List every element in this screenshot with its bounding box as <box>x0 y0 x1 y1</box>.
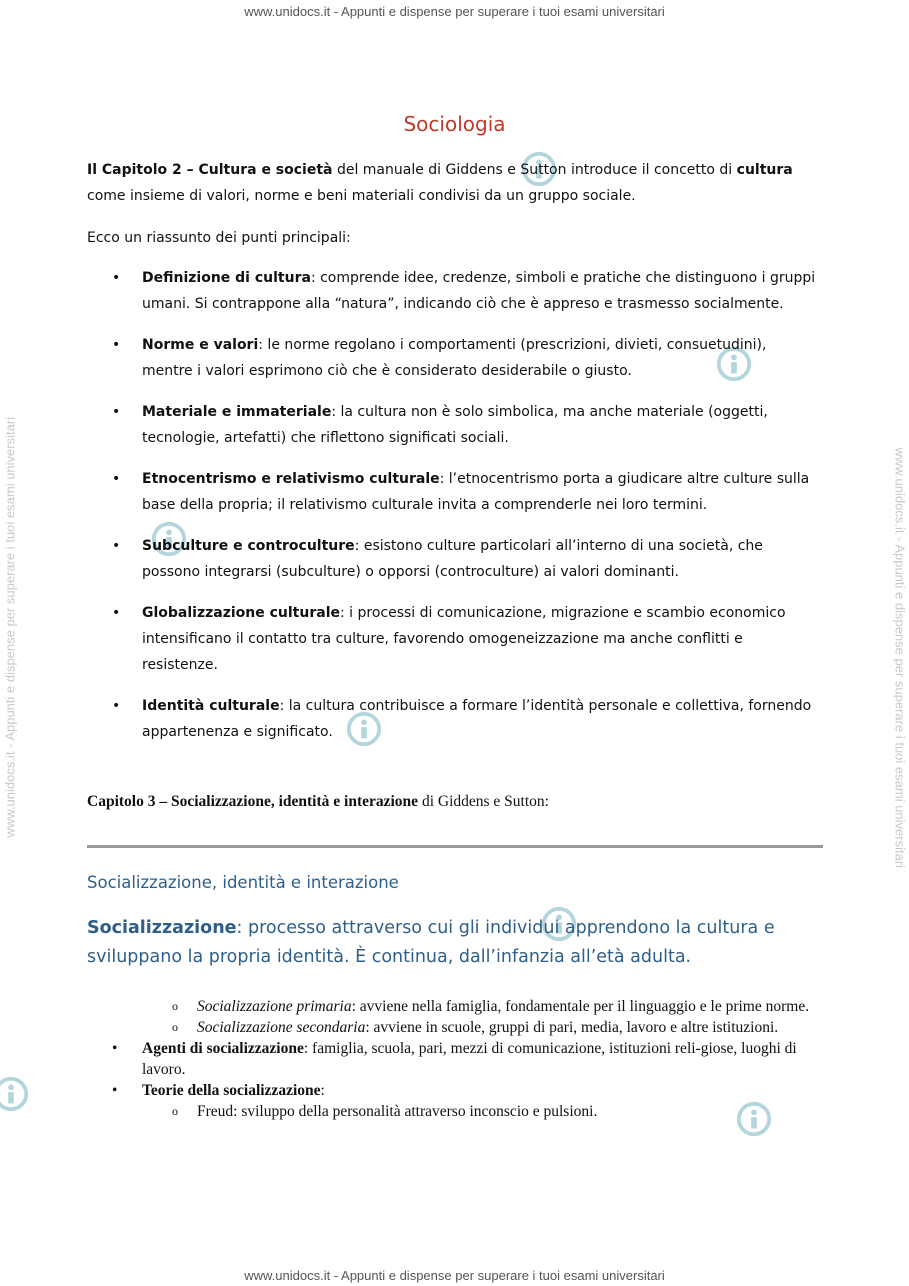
chapter3-intro <box>87 791 817 813</box>
list-item <box>87 265 817 317</box>
agenti-text: : famiglia, scuola, pari, mezzi di comunicazione, istituzioni reli-giose, luoghi di lavoro. <box>142 1040 797 1078</box>
list-item-term: Subculture e controculture <box>142 538 355 554</box>
sub-list-item <box>87 1017 827 1038</box>
sub-list-item <box>87 996 827 1017</box>
list-item <box>87 600 817 678</box>
socializzazione-term: Socializzazione <box>87 918 237 938</box>
list-item-text: : l’etnocentrismo porta a giudicare altre culture sulla base della propria; il relativismo culturale invita a comprenderle nei loro termini. <box>142 471 810 513</box>
bullet-icon: • <box>112 270 121 286</box>
bullet-icon: • <box>112 404 121 420</box>
socializzazione-text: : processo attraverso cui gli individui apprendono la cultura e sviluppano la propria identità. È continua, dall’infanzia all’età adulta. <box>87 918 775 967</box>
sub-bullet-icon: o <box>172 1104 178 1118</box>
sub-item-text: : avviene nella famiglia, fondamentale per il linguaggio e le prime norme. <box>351 998 810 1015</box>
sub-item-text: : avviene in scuole, gruppi di pari, media, lavoro e altre istituzioni. <box>365 1019 779 1036</box>
list-item-term: Materiale e immateriale <box>142 404 332 420</box>
list-item <box>87 1038 827 1080</box>
sub-bullet-icon: o <box>172 999 178 1013</box>
sub-bullet-icon: o <box>172 1020 178 1034</box>
list-item <box>87 466 817 518</box>
intro-bold-chapter: Il Capitolo 2 – Cultura e società <box>87 162 333 178</box>
list-item <box>87 1080 827 1101</box>
chapter3-text: di Giddens e Sutton: <box>418 793 549 810</box>
sub-item-text: Freud: sviluppo della personalità attraverso inconscio e pulsioni. <box>197 1103 598 1120</box>
sub-item-term: Socializzazione primaria <box>197 998 352 1015</box>
teorie-term: Teorie della socializzazione <box>142 1082 321 1099</box>
chapter3-bold: Capitolo 3 – Socializzazione, identità e interazione <box>87 793 419 810</box>
bullet-icon: • <box>112 698 121 714</box>
divider <box>87 845 823 848</box>
side-watermark-right: www.unidocs.it - Appunti e dispense per superare i tuoi esami universitari <box>892 447 908 869</box>
list-item-term: Globalizzazione culturale <box>142 605 340 621</box>
socializzazione-definition <box>87 914 817 972</box>
unidocs-logo-icon <box>0 1075 30 1113</box>
culture-points-list <box>87 265 817 760</box>
agenti-term: Agenti di socializzazione <box>142 1040 304 1057</box>
intro-bold-cultura: cultura <box>736 162 793 178</box>
list-item-text: : esistono culture particolari all’interno di una società, che possono integrarsi (subculture) o opporsi (controculture) ai valori dominanti. <box>142 538 763 580</box>
page-title: Sociologia <box>403 112 506 136</box>
teorie-text: : <box>320 1082 325 1099</box>
list-item-term: Definizione di cultura <box>142 270 311 286</box>
intro-text-end: come insieme di valori, norme e beni materiali condivisi da un gruppo sociale. <box>87 188 636 204</box>
list-item-text: : comprende idee, credenze, simboli e pratiche che distinguono i gruppi umani. Si contrappone alla “natura”, indicando ciò che è appreso e trasmesso socialmente. <box>142 270 816 312</box>
sub-item-term: Socializzazione secondaria <box>197 1019 366 1036</box>
bullet-icon: • <box>112 538 121 554</box>
footer-banner: www.unidocs.it - Appunti e dispense per superare i tuoi esami universitari <box>244 1268 665 1283</box>
list-item <box>87 332 817 384</box>
list-item-text: : la cultura non è solo simbolica, ma anche materiale (oggetti, tecnologie, artefatti) che riflettono significati sociali. <box>142 404 768 446</box>
summary-lead: Ecco un riassunto dei punti principali: <box>87 230 351 246</box>
intro-paragraph <box>87 157 817 209</box>
bullet-icon: • <box>112 1082 118 1099</box>
bullet-icon: • <box>112 605 121 621</box>
list-item <box>87 693 817 745</box>
side-watermark-left: www.unidocs.it - Appunti e dispense per superare i tuoi esami universitari <box>2 416 18 838</box>
list-item-term: Norme e valori <box>142 337 259 353</box>
header-banner: www.unidocs.it - Appunti e dispense per superare i tuoi esami universitari <box>244 4 665 19</box>
list-item <box>87 399 817 451</box>
bullet-icon: • <box>112 337 121 353</box>
bullet-icon: • <box>112 471 121 487</box>
list-item <box>87 533 817 585</box>
list-item-text: : le norme regolano i comportamenti (prescrizioni, divieti, consuetudini), mentre i valori esprimono ciò che è considerato desiderabile o giusto. <box>142 337 767 379</box>
list-item-text: : i processi di comunicazione, migrazione e scambio economico intensificano il contatto tra culture, favorendo omogeneizzazione ma anche conflitti e resistenze. <box>142 605 786 673</box>
section-heading: Socializzazione, identità e interazione <box>87 873 399 892</box>
list-item-text: : la cultura contribuisce a formare l’identità personale e collettiva, fornendo appartenenza e significato. <box>142 698 812 740</box>
list-item-term: Identità culturale <box>142 698 280 714</box>
list-item-term: Etnocentrismo e relativismo culturale <box>142 471 440 487</box>
intro-text: del manuale di Giddens e Sutton introduce il concetto di <box>332 162 737 178</box>
bullet-icon: • <box>112 1040 118 1057</box>
sub-list-item <box>87 1101 827 1122</box>
socialization-list <box>87 996 827 1122</box>
